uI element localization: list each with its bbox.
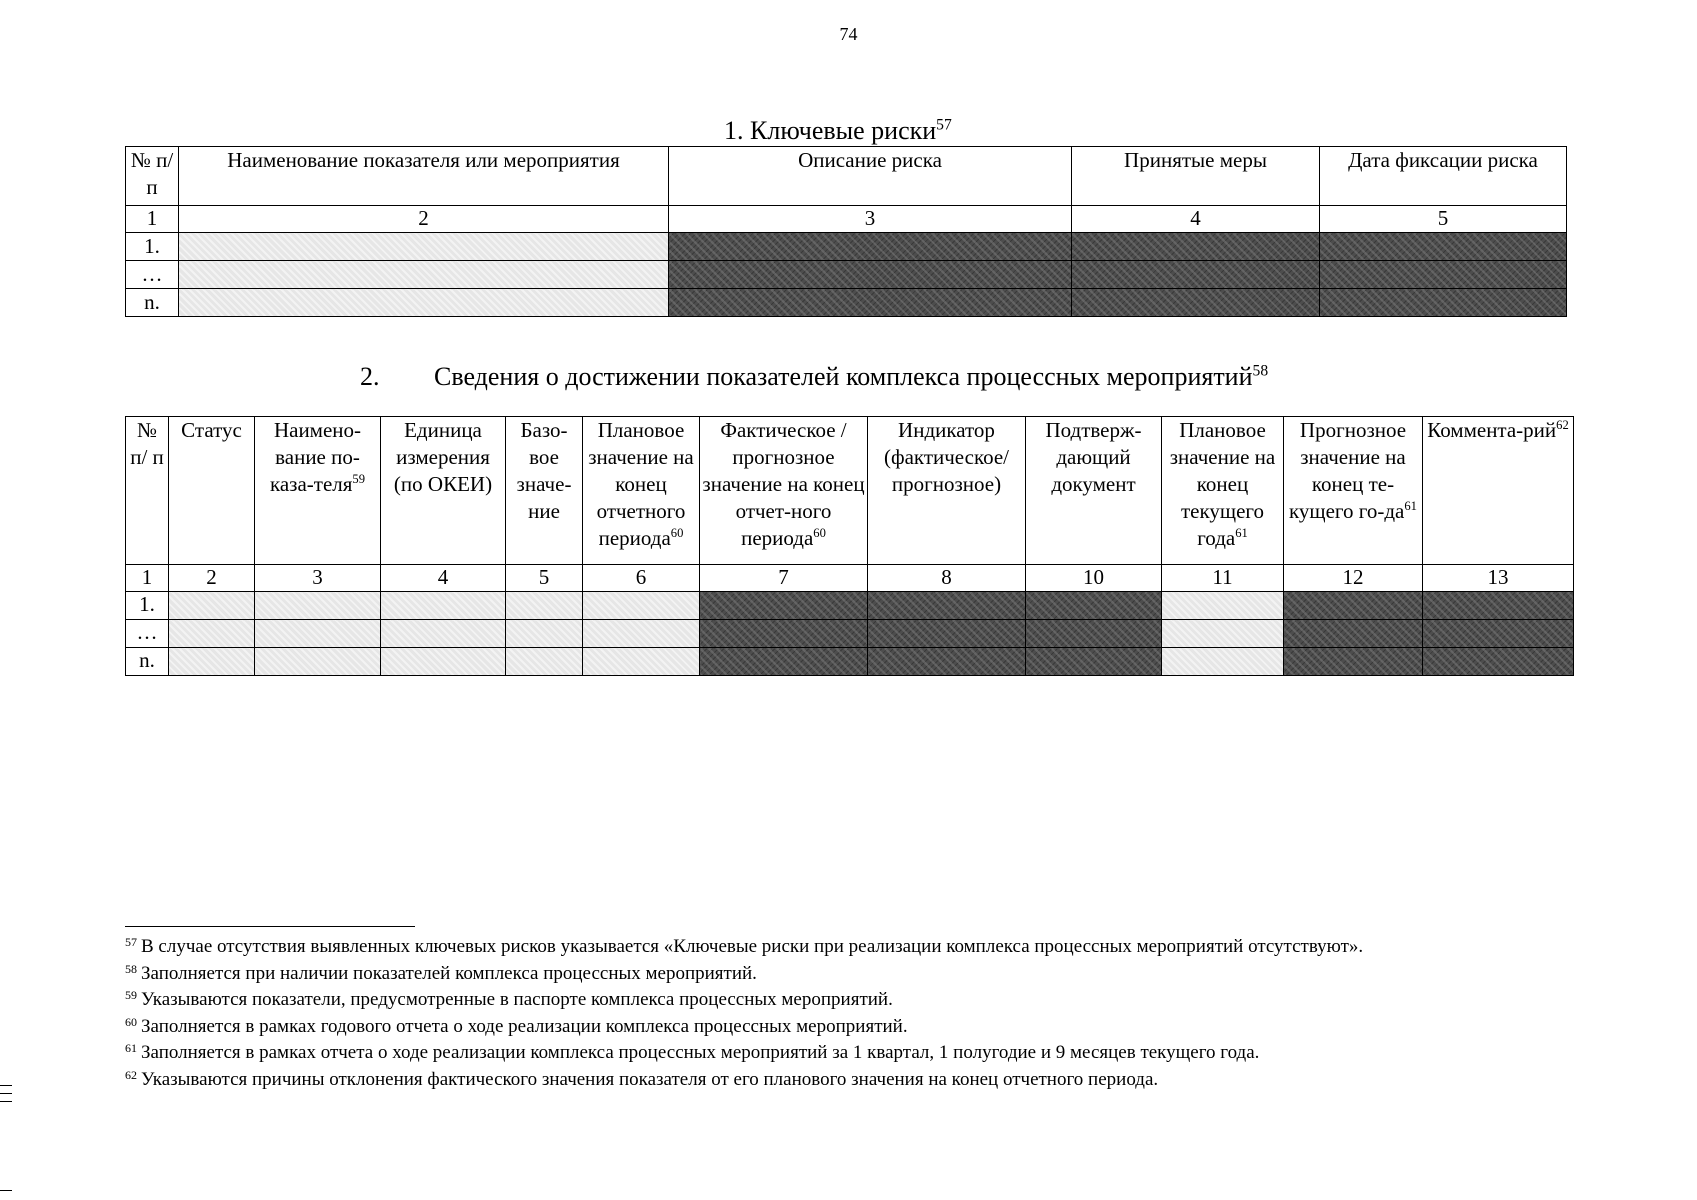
light-shaded-cell bbox=[1162, 620, 1284, 648]
indicators-header-cell bbox=[126, 417, 169, 565]
dark-shaded-cell bbox=[669, 289, 1072, 317]
row-number-cell: n. bbox=[126, 289, 179, 317]
light-shaded-cell bbox=[583, 648, 700, 676]
footnote bbox=[125, 1040, 1605, 1067]
column-number-cell: 1 bbox=[126, 206, 179, 233]
indicators-header-cell bbox=[169, 417, 255, 565]
section2-title-footnote-ref: 58 bbox=[1252, 362, 1269, 380]
column-number-cell: 5 bbox=[1320, 206, 1567, 233]
header-text: № п/ п bbox=[130, 418, 164, 469]
dark-shaded-cell bbox=[1026, 592, 1162, 620]
light-shaded-cell bbox=[583, 620, 700, 648]
key-risks-header-cell: Описание риска bbox=[669, 147, 1072, 206]
footnote-number: 62 bbox=[125, 1067, 137, 1082]
row-number-cell: 1. bbox=[126, 233, 179, 261]
footnote-ref: 60 bbox=[670, 526, 684, 540]
indicators-header-cell bbox=[700, 417, 868, 565]
indicators-header-cell bbox=[583, 417, 700, 565]
dark-shaded-cell bbox=[868, 648, 1026, 676]
footnote-text: Указываются причины отклонения фактического значения показателя от его планового значения на конец отчетного периода. bbox=[141, 1068, 1159, 1090]
dark-shaded-cell bbox=[1423, 620, 1574, 648]
light-shaded-cell bbox=[583, 592, 700, 620]
indicators-header-cell bbox=[1162, 417, 1284, 565]
key-risks-header-cell: Дата фиксации риска bbox=[1320, 147, 1567, 206]
light-shaded-cell bbox=[179, 261, 669, 289]
margin-mark bbox=[0, 1190, 12, 1191]
footnote-number: 57 bbox=[125, 935, 137, 949]
light-shaded-cell bbox=[179, 289, 669, 317]
footnote-separator bbox=[125, 926, 415, 927]
light-shaded-cell bbox=[255, 592, 381, 620]
section2-number: 2. bbox=[360, 362, 380, 391]
dark-shaded-cell bbox=[1072, 261, 1320, 289]
column-number-cell: 2 bbox=[179, 206, 669, 233]
light-shaded-cell bbox=[179, 233, 669, 261]
section2-title bbox=[360, 362, 1268, 392]
key-risks-column-numbers-row bbox=[126, 206, 1567, 233]
footnote bbox=[125, 987, 1605, 1014]
light-shaded-cell bbox=[381, 620, 506, 648]
light-shaded-cell bbox=[1162, 648, 1284, 676]
header-text: Коммента-рий bbox=[1427, 418, 1557, 442]
section1-title-footnote-ref: 57 bbox=[936, 116, 952, 134]
light-shaded-cell bbox=[169, 648, 255, 676]
section1-title-text: Ключевые риски bbox=[750, 116, 937, 145]
dark-shaded-cell bbox=[1320, 289, 1567, 317]
key-risks-header-row bbox=[126, 147, 1567, 206]
header-text: Фактическое / прогнозное значение на конец отчет-ного периода bbox=[702, 418, 865, 550]
key-risks-table bbox=[125, 146, 1567, 317]
footnote-text: Заполняется при наличии показателей комплекса процессных мероприятий. bbox=[141, 962, 757, 984]
dark-shaded-cell bbox=[1284, 592, 1423, 620]
margin-mark bbox=[0, 1101, 12, 1102]
column-number-cell: 7 bbox=[700, 565, 868, 592]
margin-mark bbox=[0, 1085, 12, 1086]
light-shaded-cell bbox=[381, 648, 506, 676]
header-text: Индикатор (фактическое/ прогнозное) bbox=[883, 418, 1010, 496]
header-text: Плановое значение на конец текущего года bbox=[1169, 418, 1276, 550]
header-text: Базо-вое значе-ние bbox=[516, 418, 572, 523]
dark-shaded-cell bbox=[700, 592, 868, 620]
header-text: Прогнозное значение на конец те-кущего го-да bbox=[1289, 418, 1407, 523]
indicators-header-cell bbox=[1284, 417, 1423, 565]
key-risks-header-cell: № п/п bbox=[126, 147, 179, 206]
section1-number: 1. bbox=[724, 116, 744, 145]
header-text: Подтверж-дающий документ bbox=[1045, 418, 1142, 496]
column-number-cell: 6 bbox=[583, 565, 700, 592]
light-shaded-cell bbox=[255, 648, 381, 676]
column-number-cell: 1 bbox=[126, 565, 169, 592]
table-row bbox=[126, 289, 1567, 317]
dark-shaded-cell bbox=[868, 592, 1026, 620]
footnote bbox=[125, 961, 1605, 988]
footnote-ref: 61 bbox=[1404, 499, 1417, 513]
table-row bbox=[126, 592, 1574, 620]
key-risks-header-cell: Принятые меры bbox=[1072, 147, 1320, 206]
light-shaded-cell bbox=[1162, 592, 1284, 620]
dark-shaded-cell bbox=[1320, 261, 1567, 289]
table-row bbox=[126, 648, 1574, 676]
column-number-cell: 10 bbox=[1026, 565, 1162, 592]
margin-mark bbox=[0, 1093, 12, 1094]
table-row bbox=[126, 233, 1567, 261]
indicators-header-cell bbox=[255, 417, 381, 565]
column-number-cell: 11 bbox=[1162, 565, 1284, 592]
footnote-ref: 60 bbox=[813, 526, 826, 540]
indicators-header-cell bbox=[506, 417, 583, 565]
column-number-cell: 2 bbox=[169, 565, 255, 592]
footnote bbox=[125, 1014, 1605, 1041]
light-shaded-cell bbox=[381, 592, 506, 620]
column-number-cell: 3 bbox=[669, 206, 1072, 233]
footnote-text: Заполняется в рамках годового отчета о ходе реализации комплекса процессных мероприятий. bbox=[141, 1015, 908, 1037]
key-risks-header-cell: Наименование показателя или мероприятия bbox=[179, 147, 669, 206]
footnote-number: 59 bbox=[125, 988, 137, 1002]
footnote-number: 61 bbox=[125, 1041, 137, 1055]
footnote-ref: 62 bbox=[1556, 418, 1569, 432]
dark-shaded-cell bbox=[700, 648, 868, 676]
column-number-cell: 4 bbox=[1072, 206, 1320, 233]
footnote-text: Заполняется в рамках отчета о ходе реализации комплекса процессных мероприятий за 1 квартал, 1 полугодие и 9 месяцев текущего года. bbox=[141, 1042, 1260, 1063]
header-text: Наимено-вание по-каза-теля bbox=[269, 418, 362, 496]
footnote-text: Указываются показатели, предусмотренные в паспорте комплекса процессных мероприятий. bbox=[141, 989, 893, 1010]
dark-shaded-cell bbox=[700, 620, 868, 648]
light-shaded-cell bbox=[506, 592, 583, 620]
dark-shaded-cell bbox=[1072, 233, 1320, 261]
light-shaded-cell bbox=[255, 620, 381, 648]
page-number: 74 bbox=[839, 24, 858, 44]
row-number-cell: n. bbox=[126, 648, 169, 676]
row-number-cell: … bbox=[126, 620, 169, 648]
indicators-header-cell bbox=[1026, 417, 1162, 565]
column-number-cell: 3 bbox=[255, 565, 381, 592]
dark-shaded-cell bbox=[1026, 620, 1162, 648]
indicators-header-cell bbox=[868, 417, 1026, 565]
dark-shaded-cell bbox=[1320, 233, 1567, 261]
dark-shaded-cell bbox=[1284, 620, 1423, 648]
column-number-cell: 5 bbox=[506, 565, 583, 592]
column-number-cell: 13 bbox=[1423, 565, 1574, 592]
light-shaded-cell bbox=[506, 648, 583, 676]
column-number-cell: 12 bbox=[1284, 565, 1423, 592]
footnotes bbox=[125, 934, 1605, 1093]
table-row bbox=[126, 261, 1567, 289]
row-number-cell: … bbox=[126, 261, 179, 289]
footnote bbox=[125, 1067, 1605, 1094]
indicators-header-row bbox=[126, 417, 1574, 565]
row-number-cell: 1. bbox=[126, 592, 169, 620]
column-number-cell: 8 bbox=[868, 565, 1026, 592]
dark-shaded-cell bbox=[1423, 592, 1574, 620]
footnote-number: 60 bbox=[125, 1014, 137, 1029]
indicators-header-cell bbox=[381, 417, 506, 565]
dark-shaded-cell bbox=[1423, 648, 1574, 676]
section2-title-text: Сведения о достижении показателей комплекса процессных мероприятий bbox=[434, 362, 1253, 391]
indicators-table bbox=[125, 416, 1574, 676]
dark-shaded-cell bbox=[868, 620, 1026, 648]
indicators-column-numbers-row bbox=[126, 565, 1574, 592]
dark-shaded-cell bbox=[1284, 648, 1423, 676]
dark-shaded-cell bbox=[1072, 289, 1320, 317]
footnote-ref: 59 bbox=[352, 472, 366, 486]
section1-title bbox=[724, 116, 952, 146]
footnote bbox=[125, 934, 1605, 961]
footnote-text: В случае отсутствия выявленных ключевых рисков указывается «Ключевые риски при реализации комплекса процессных мероприятий отсутствуют». bbox=[141, 936, 1364, 957]
header-text: Единица измерения (по ОКЕИ) bbox=[393, 418, 493, 496]
light-shaded-cell bbox=[506, 620, 583, 648]
header-text: Плановое значение на конец отчетного периода bbox=[588, 418, 694, 550]
indicators-header-cell bbox=[1423, 417, 1574, 565]
footnote-number: 58 bbox=[125, 961, 137, 976]
footnote-ref: 61 bbox=[1235, 526, 1248, 540]
dark-shaded-cell bbox=[669, 233, 1072, 261]
column-number-cell: 4 bbox=[381, 565, 506, 592]
dark-shaded-cell bbox=[1026, 648, 1162, 676]
header-text: Статус bbox=[181, 418, 242, 442]
dark-shaded-cell bbox=[669, 261, 1072, 289]
table-row bbox=[126, 620, 1574, 648]
light-shaded-cell bbox=[169, 592, 255, 620]
light-shaded-cell bbox=[169, 620, 255, 648]
